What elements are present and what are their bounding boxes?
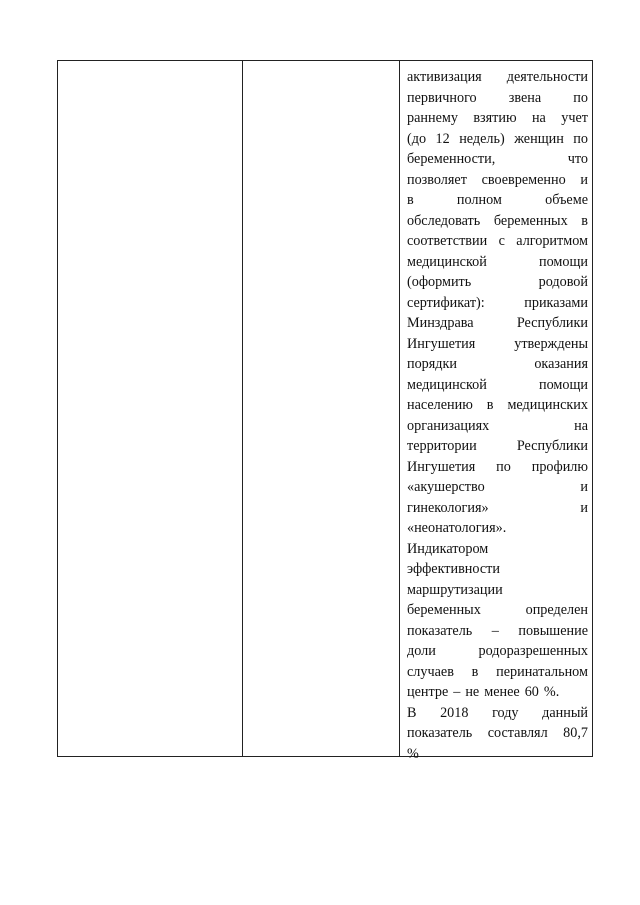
text-word: «неонатология». (407, 520, 507, 536)
text-line (407, 559, 588, 580)
text-line (407, 539, 588, 560)
text-line (407, 744, 588, 765)
text-word: и (580, 479, 588, 495)
text-word: в (407, 192, 414, 208)
text-word: в (471, 663, 479, 680)
text-word: взятию (473, 110, 517, 126)
text-word: % (407, 745, 419, 762)
text-word: сертификат): (407, 294, 485, 311)
text-word: медицинской (407, 376, 487, 393)
text-word: Индикатором (407, 540, 489, 557)
text-word: медицинской (407, 253, 487, 270)
text-line (407, 580, 588, 601)
text-line (407, 477, 588, 498)
text-word: родовой (538, 274, 588, 290)
text-word: профилю (531, 458, 588, 475)
text-line (407, 334, 588, 355)
text-line (407, 272, 588, 293)
text-word: в (581, 212, 588, 229)
text-word: соответствии (407, 233, 488, 249)
column-divider-1 (242, 61, 243, 756)
text-line (407, 703, 588, 724)
text-word: на (574, 417, 588, 434)
text-word: родоразрешенных (478, 643, 588, 659)
text-word: гинекология» (407, 499, 489, 516)
text-word: случаев (407, 663, 454, 680)
text-line (407, 170, 588, 191)
text-line (407, 88, 588, 109)
text-word: Республики (516, 438, 588, 454)
text-line (407, 375, 588, 396)
text-word: «акушерство (407, 479, 485, 495)
text-word: Ингушетия (407, 335, 476, 352)
text-line (407, 621, 588, 642)
text-word: – (491, 622, 499, 639)
text-line (407, 293, 588, 314)
text-word: помощи (538, 253, 588, 270)
text-word: утверждены (514, 335, 588, 352)
text-word: (до (407, 130, 427, 147)
text-word: медицинских (507, 397, 588, 413)
text-line (407, 231, 588, 252)
text-word: помощи (538, 376, 588, 393)
text-word: позволяет (407, 171, 467, 188)
column-divider-2 (399, 61, 400, 756)
text-word: населению (407, 397, 473, 413)
text-word: организациях (407, 417, 490, 434)
text-word: обследовать (407, 212, 481, 229)
text-word: составлял (487, 725, 548, 741)
text-word: – (453, 684, 461, 700)
text-word: 60 (524, 684, 539, 700)
text-line (407, 129, 588, 150)
text-word: Ингушетия (407, 458, 476, 475)
text-word: доли (407, 643, 436, 659)
text-word: по (496, 458, 511, 475)
text-word: первичного (407, 89, 477, 106)
text-word: на (531, 110, 546, 126)
text-word: показатель (407, 725, 473, 741)
text-word: объеме (545, 192, 588, 208)
text-word: приказами (524, 294, 588, 311)
text-word: (оформить (407, 274, 472, 290)
text-word: определен (525, 602, 588, 618)
text-line (407, 149, 588, 170)
text-word: 12 (435, 130, 450, 147)
text-word: центре (407, 684, 449, 700)
text-line (407, 211, 588, 232)
text-word: порядки (407, 356, 458, 372)
text-word: менее (484, 684, 520, 700)
text-word: не (465, 684, 480, 700)
text-word: и (580, 171, 588, 188)
text-word: эффективности (407, 561, 500, 577)
text-word: перинатальном (496, 663, 588, 680)
text-word: показатель (407, 622, 473, 639)
text-line (407, 518, 588, 539)
text-word: раннему (407, 110, 458, 126)
text-word: по (573, 130, 588, 147)
text-line (407, 600, 588, 621)
text-word: деятельности (506, 69, 588, 85)
text-word: территории (407, 438, 477, 454)
table-cell-column-3 (407, 67, 588, 764)
text-line (407, 641, 588, 662)
text-word: Минздрава (407, 315, 474, 331)
text-word: своевременно (481, 171, 566, 188)
text-line (407, 313, 588, 334)
text-line (407, 457, 588, 478)
text-word: данный (542, 704, 588, 721)
text-word: алгоритмом (516, 233, 588, 249)
text-line (407, 67, 588, 88)
text-word: беременных (493, 212, 568, 229)
text-word: недель) (459, 130, 505, 147)
text-word: %. (543, 684, 560, 700)
text-word: полном (456, 192, 502, 208)
text-line (407, 682, 588, 703)
text-word: 80,7 (563, 725, 588, 741)
text-line (407, 723, 588, 744)
text-line (407, 416, 588, 437)
text-line (407, 190, 588, 211)
text-line (407, 662, 588, 683)
text-word: Республики (516, 315, 588, 331)
text-word: что (567, 151, 588, 167)
text-line (407, 395, 588, 416)
text-line (407, 108, 588, 129)
text-word: году (492, 704, 519, 721)
text-word: по (573, 89, 588, 106)
text-word: В (407, 704, 417, 721)
text-word: повышение (518, 622, 588, 639)
text-word: активизация (407, 69, 482, 85)
text-word: маршрутизации (407, 581, 503, 598)
text-word: и (580, 499, 588, 516)
text-word: беременных (407, 602, 481, 618)
text-line (407, 252, 588, 273)
text-word: звена (508, 89, 542, 106)
text-word: 2018 (440, 704, 469, 721)
text-word: беременности, (407, 151, 496, 167)
text-word: в (486, 397, 494, 413)
text-line (407, 436, 588, 457)
text-word: женщин (514, 130, 564, 147)
text-word: оказания (534, 356, 588, 372)
text-word: с (498, 233, 505, 249)
text-word: учет (561, 110, 588, 126)
text-line (407, 498, 588, 519)
text-line (407, 354, 588, 375)
document-table (57, 60, 593, 762)
